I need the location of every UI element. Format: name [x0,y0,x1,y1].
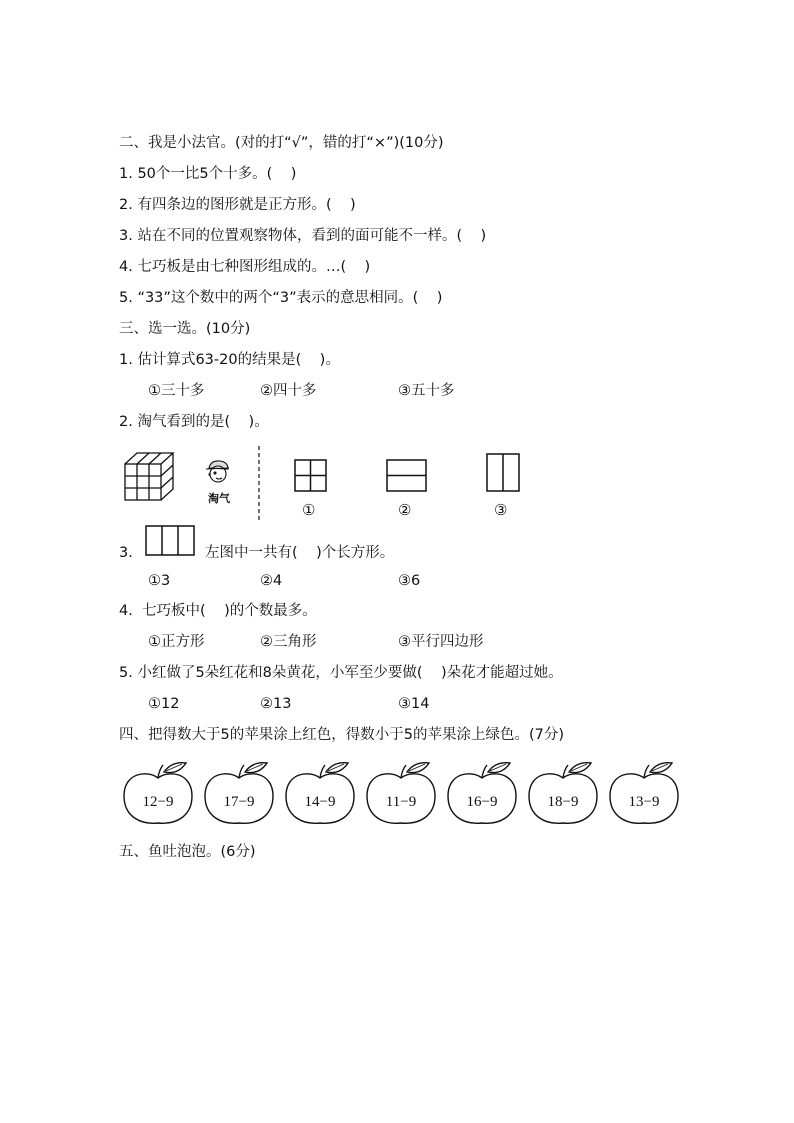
view-option-3-figure [486,453,520,492]
s3-q3-text: 左图中一共有( )个长方形。 [205,545,395,561]
s3-q4-option-2: ②三角形 [260,634,317,650]
apple-7[interactable] [610,763,678,824]
apple-5[interactable] [448,763,516,824]
apple-expression: 17−9 [223,794,255,810]
s2-item-4: 4. 七巧板是由七种图形组成的。…( ) [119,259,371,275]
s3-q3-number: 3. [119,545,133,561]
view-option-2-label: ② [398,503,412,519]
s2-item-1: 1. 50个一比5个十多。( ) [119,166,297,182]
s3-q4-text: 4. 七巧板中( )的个数最多。 [119,603,317,619]
s3-q5-option-1: ①12 [148,696,180,712]
view-option-1-figure [294,459,327,492]
apple-leaf [650,763,672,773]
apple-1[interactable] [124,763,192,824]
apples-row [118,760,678,830]
s3-q3-option-3: ③6 [398,573,421,589]
apple-leaf [407,763,429,773]
section-2-title: 二、我是小法官。(对的打“√”，错的打“×”)(10分) [119,135,444,151]
apple-6[interactable] [529,763,597,824]
s3-q3-option-1: ①3 [148,573,171,589]
apple-leaf [164,763,186,773]
s3-q3-option-2: ②4 [260,573,283,589]
s3-q5-text: 5. 小红做了5朵红花和8朵黄花，小军至少要做( )朵花才能超过她。 [119,665,563,681]
s3-q5-option-3: ③14 [398,696,430,712]
section-5-title: 五、鱼吐泡泡。(6分) [119,844,256,860]
apple-expression: 12−9 [142,794,174,810]
three-rectangles-figure [145,525,195,556]
apple-expression: 18−9 [547,794,579,810]
s3-q1-option-1: ①三十多 [148,383,205,399]
apple-leaf [569,763,591,773]
apple-expression: 13−9 [628,794,660,810]
apple-leaf [488,763,510,773]
apple-leaf [245,763,267,773]
apple-2[interactable] [205,763,273,824]
apple-leaf [326,763,348,773]
apple-4[interactable] [367,763,435,824]
s3-q1-option-2: ②四十多 [260,383,317,399]
section-3-title: 三、选一选。(10分) [119,321,251,337]
s3-q4-option-1: ①正方形 [148,634,205,650]
apple-3[interactable] [286,763,354,824]
cube-stack-figure [124,452,176,502]
view-option-1-label: ① [302,503,316,519]
s3-q2-text: 2. 淘气看到的是( )。 [119,414,269,430]
view-option-2-figure [386,459,427,492]
s3-q1-text: 1. 估计算式63-20的结果是( )。 [119,352,340,368]
view-option-3-label: ③ [494,503,508,519]
s2-item-3: 3. 站在不同的位置观察物体，看到的面可能不一样。( ) [119,228,487,244]
figure-divider [257,446,261,522]
boy-taoqi-label: 淘气 [208,492,230,505]
s3-q4-option-3: ③平行四边形 [398,634,484,650]
s3-q1-option-3: ③五十多 [398,383,455,399]
s3-q5-option-2: ②13 [260,696,292,712]
s2-item-5: 5. “33”这个数中的两个“3”表示的意思相同。( ) [119,290,443,306]
apple-expression: 16−9 [466,794,498,810]
boy-taoqi-icon [203,458,233,486]
apple-expression: 14−9 [304,794,336,810]
s2-item-2: 2. 有四条边的图形就是正方形。( ) [119,197,356,213]
section-4-title: 四、把得数大于5的苹果涂上红色，得数小于5的苹果涂上绿色。(7分) [119,727,564,743]
apple-expression: 11−9 [385,794,417,810]
